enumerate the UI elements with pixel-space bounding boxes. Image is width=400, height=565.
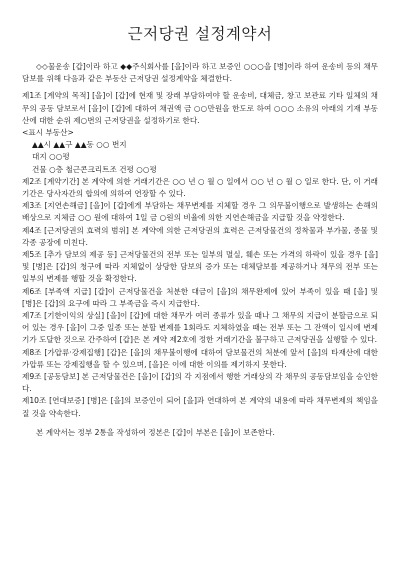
article-10: 제10조 [연대보증] [병]은 [을]의 보증인이 되어 [을]과 연대하여 본 계약의 내용에 따라 채무변제의 책임을 질 것을 약속한다. bbox=[22, 396, 378, 418]
article-6: 제6조 [부족액 지급] [갑]이 근저당물건을 처분한 대금이 [을]의 채무완제에 있어 부족이 있을 때 [을] 및 [병]은 [갑]의 요구에 따라 그 부족금을 즉시 지급한다. bbox=[22, 286, 378, 308]
property-heading: <표시 부동산> bbox=[22, 128, 74, 138]
intro-paragraph: ◇◇물운송 [갑]이라 하고 ◆◆주식회사를 [을]이라 하고 보증인 ○○○을 [병]이라 하여 운송비 등의 채무담보를 위해 다음과 같은 부동산 근저당권 설정계약을 체결한다. bbox=[22, 62, 378, 84]
article-1: 제1조 [계약의 목적] [을]이 [갑]에 현재 및 장래 부담하여야 할 운송비, 대체금, 창고 보관료 기타 일체의 채무의 공동 담보로서 [을]이 [갑]에 대하여 채권액 금 ○○만원을 한도로 하여 ○○○ 소유의 아래의 기재 부동산에 대한 순위 제○번의 근저당권을 설정하기로 한다. bbox=[22, 91, 378, 125]
article-5: 제5조 [추가 담보의 제공 등] 근저당물건의 전부 또는 일부의 멸실, 훼손 또는 가격의 하락이 있을 경우 [을] 및 [병]은 [갑]의 청구에 따라 지체없이 상당한 담보의 증가 또는 대체담보를 제공하거나 채무의 전부 또는 일부의 변제를 행할 것을 확정한다. bbox=[22, 250, 378, 284]
article-4: 제4조 [근저당권의 효력의 범위] 본 계약에 의한 근저당권의 효력은 근저당물건의 정착물과 부가물, 종물 및 각종 공장에 미친다. bbox=[22, 225, 378, 247]
property-address: ▲▲시 ▲▲구 ▲▲동 ○○ 번지 bbox=[32, 140, 127, 150]
article-2: 제2조 [계약기간] 본 계약에 의한 거래기간은 ○○ 년 ○ 월 ○ 일에서 ○○ 년 ○ 월 ○ 일로 한다. 단, 이 거래기간은 당사자간의 합의에 의하여 연장할 수 있다. bbox=[22, 176, 378, 199]
closing-statement: 본 계약서는 정부 2통을 작성하여 정본은 [갑]이 부본은 [을]이 보존한다. bbox=[36, 427, 275, 437]
article-8: 제8조 [가압류·강제집행] [갑]은 [을]의 채무불이행에 대하여 담보물건의 처분에 앞서 [을]의 타재산에 대한 가압류 또는 강제집행을 할 수 있으며, [을]은 이에 대한 이의를 제기하지 못한다. bbox=[22, 347, 378, 369]
article-7: 제7조 [기한이익의 상실] [을]이 [갑]에 대한 채무가 여러 종류가 있을 때나 그 채무의 지급이 분할금으로 되어 있는 경우 [을]이 그중 일종 또는 분할 변제를 1회라도 지체하였을 때는 전부 또는 그 잔액이 일시에 변제기가 도달한 것으로 간주하여 [갑]은 본 계약 제2호에 정한 거래기간을 불구하고 근저당권을 실행할 수 있다. bbox=[22, 311, 378, 345]
property-building: 건물 ○층 철근콘크리트조 건평 ○○평 bbox=[32, 164, 157, 174]
article-9: 제9조 [공동담보] 본 근저당물건은 [을]이 [갑]의 각 지점에서 행한 거래상의 각 채무의 공동담보임을 승인한다. bbox=[22, 372, 378, 394]
property-land: 대지 ○○평 bbox=[32, 152, 70, 162]
document-title: 근저당권 설정계약서 bbox=[127, 25, 273, 43]
article-3: 제3조 [지연손해금] [을]이 [갑]에게 부담하는 채무변제를 지체할 경우 그 의무불이행으로 발생하는 손해의 배상으로 지체금 ○○ 원에 대하여 1일 금 ○원의 비율에 의한 지연손해금을 지급할 것을 약정한다. bbox=[22, 201, 378, 223]
